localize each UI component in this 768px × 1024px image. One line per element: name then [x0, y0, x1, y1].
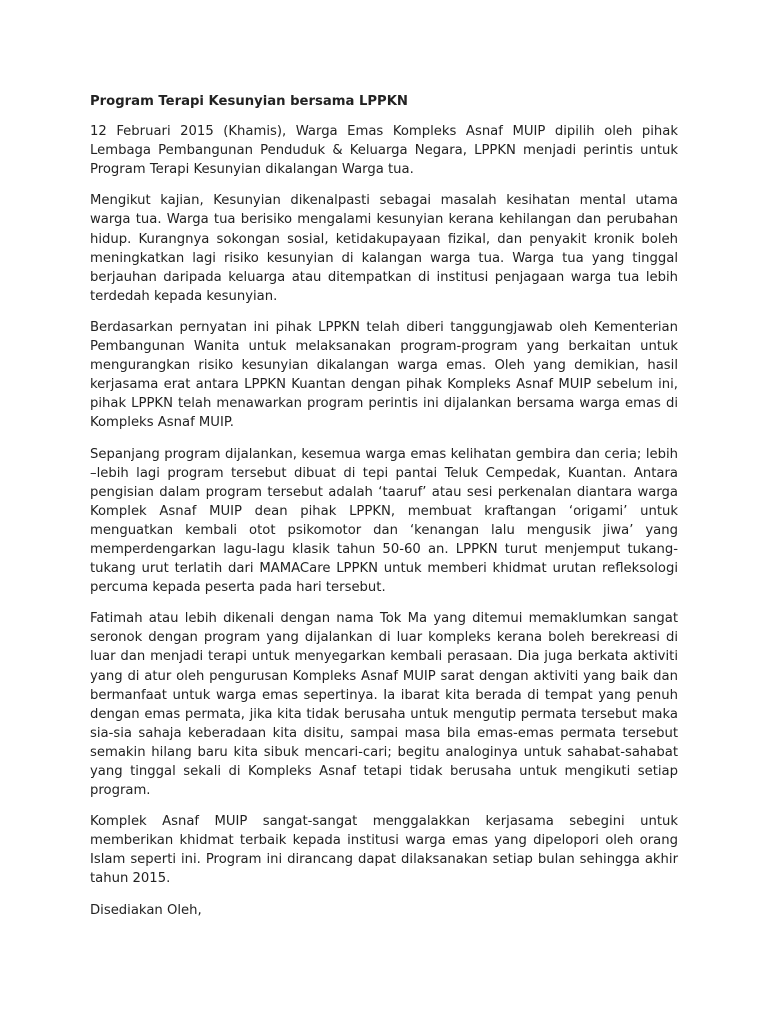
paragraph-program-activities: Sepanjang program dijalankan, kesemua warga emas kelihatan gembira dan ceria; lebih –lebih lagi program tersebut dibuat di tepi pantai Teluk Cempedak, Kuantan. Antara pengisian dalam program tersebut adalah ‘taaruf’ atau sesi perkenalan diantara warga Komplek Asnaf MUIP dean pihak LPPKN, membuat kraftangan ‘origami’ untuk menguatkan kembali otot psikomotor dan ‘kenangan lalu mengusik jiwa’ yang memperdengarkan lagu-lagu klasik tahun 50-60 an. LPPKN turut menjemput tukang-tukang urut terlatih dari MAMACare LPPKN untuk memberi khidmat urutan refleksologi percuma kepada peserta pada hari tersebut. [90, 446, 678, 596]
document-title: Program Terapi Kesunyian bersama LPPKN [90, 94, 408, 109]
document-page [90, 92, 678, 920]
paragraph-testimonial: Fatimah atau lebih dikenali dengan nama Tok Ma yang ditemui memaklumkan sangat seronok dengan program yang dijalankan di luar kompleks kerana boleh berekreasi di luar dan menjadi terapi untuk menyegarkan kembali perasaan. Dia juga berkata aktiviti yang di atur oleh pengurusan Kompleks Asnaf MUIP sarat dengan aktiviti yang baik dan bermanfaat untuk warga emas sepertinya. Ia ibarat kita berada di tempat yang penuh dengan emas permata, jika kita tidak berusaha untuk mengutip permata tersebut maka sia-sia sahaja keberadaan kita disitu, sampai masa bila emas-emas permata tersebut semakin hilang baru kita sibuk mencari-cari; begitu analoginya untuk sahabat-sahabat yang tinggal sekali di Kompleks Asnaf tetapi tidak berusaha untuk mengikuti setiap program. [90, 611, 678, 799]
paragraph-research: Mengikut kajian, Kesunyian dikenalpasti sebagai masalah kesihatan mental utama warga tua. Warga tua berisiko mengalami kesunyian kerana kehilangan dan perubahan hidup. Kurangnya sokongan sosial, ketidakupayaan fizikal, dan penyakit kronik boleh meningkatkan lagi risiko kesunyian di kalangan warga tua. Warga tua yang tinggal berjauhan daripada keluarga atau ditempatkan di institusi penjagaan warga tua lebih terdedah kepada kesunyian. [90, 193, 678, 304]
paragraph-responsibility: Berdasarkan pernyatan ini pihak LPPKN telah diberi tanggungjawab oleh Kementerian Pembangunan Wanita untuk melaksanakan program-program yang berkaitan untuk mengurangkan risiko kesunyian dikalangan warga emas. Oleh yang demikian, hasil kerjasama erat antara LPPKN Kuantan dengan pihak Kompleks Asnaf MUIP sebelum ini, pihak LPPKN telah menawarkan program perintis ini dijalankan bersama warga emas di Kompleks Asnaf MUIP. [90, 319, 678, 431]
paragraph-conclusion: Komplek Asnaf MUIP sangat-sangat menggalakkan kerjasama sebegini untuk memberikan khidmat terbaik kepada institusi warga emas yang dipelopori oleh orang Islam seperti ini. Program ini dirancang dapat dilaksanakan setiap bulan sehingga akhir tahun 2015. [90, 814, 678, 887]
paragraph-intro: 12 Februari 2015 (Khamis), Warga Emas Kompleks Asnaf MUIP dipilih oleh pihak Lembaga Pembangunan Penduduk & Keluarga Negara, LPPKN menjadi perintis untuk Program Terapi Kesunyian dikalangan Warga tua. [90, 124, 678, 178]
closing-signoff: Disediakan Oleh, [90, 902, 202, 918]
